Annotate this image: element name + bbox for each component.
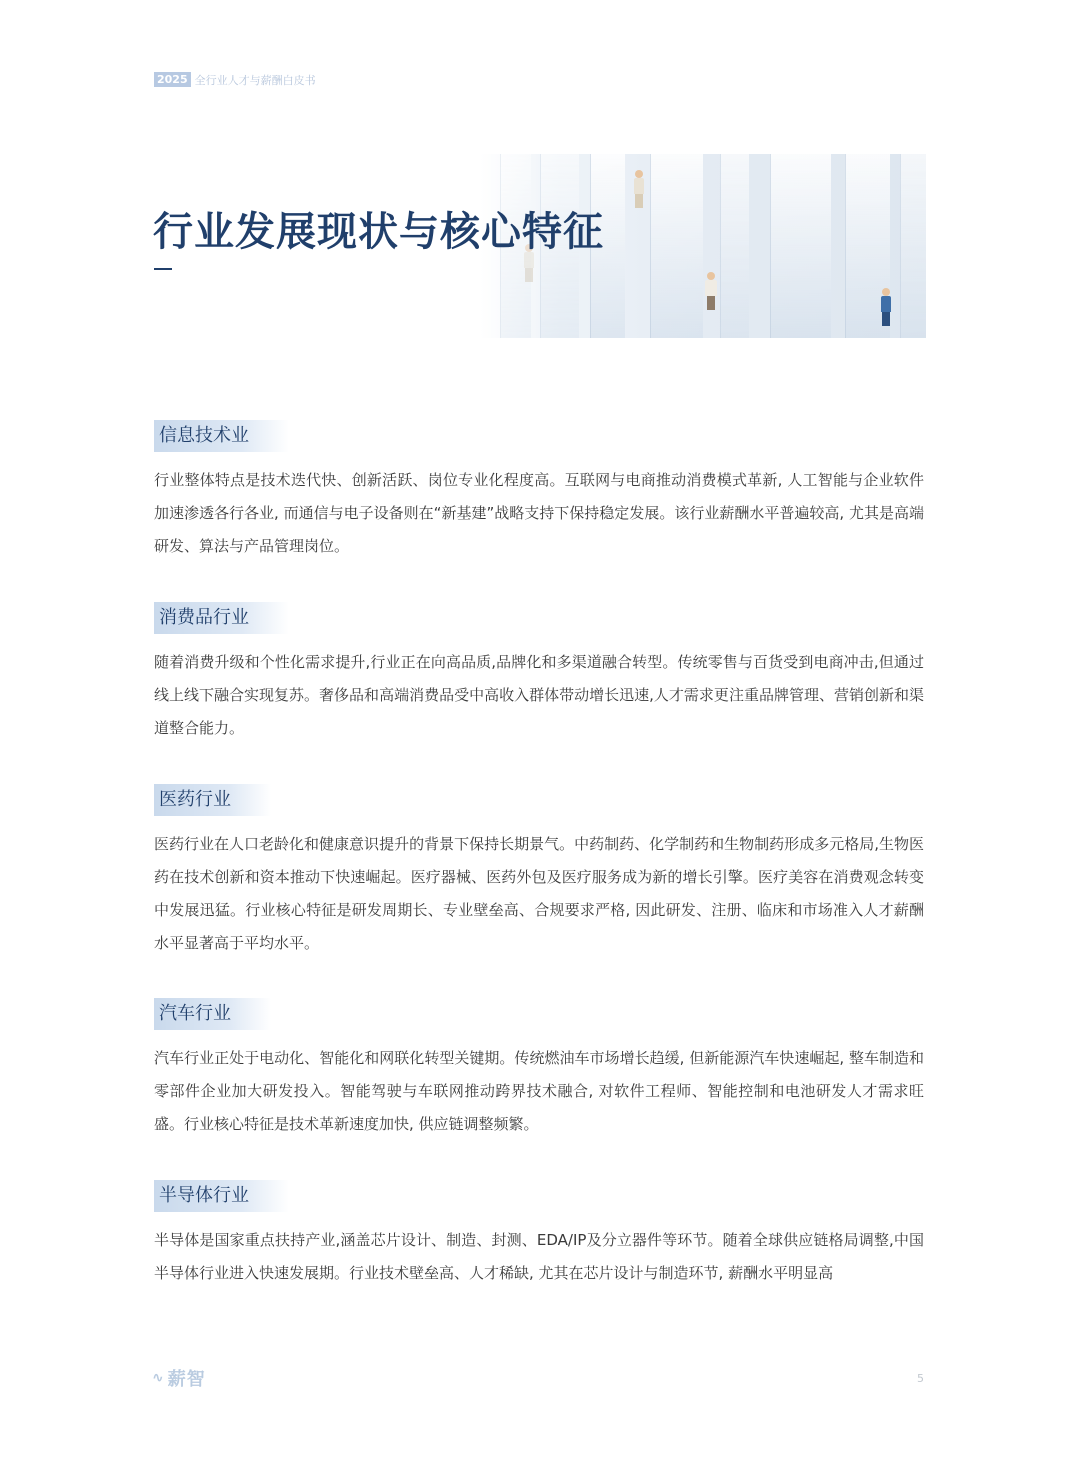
figure-person	[705, 272, 717, 310]
logo-mark-icon: ∿	[152, 1370, 164, 1386]
section-pharma	[154, 784, 924, 960]
section-consumer-goods	[154, 602, 924, 745]
section-text: 汽车行业正处于电动化、智能化和网联化转型关键期。传统燃油车市场增长趋缓, 但新能源汽车快速崛起, 整车制造和零部件企业加大研发投入。智能驾驶与车联网推动跨界技术融合, 对软件工程师、智能控制和电池研发人才需求旺盛。行业核心特征是技术革新速度加快, 供应链调整频繁。	[154, 1049, 924, 1133]
section-it	[154, 420, 924, 563]
section-heading: 医药行业	[154, 784, 271, 816]
section-heading: 信息技术业	[154, 420, 289, 452]
header-year: 2025	[154, 72, 191, 87]
page-number: 5	[917, 1372, 924, 1385]
section-automotive	[154, 998, 924, 1141]
section-text: 医药行业在人口老龄化和健康意识提升的背景下保持长期景气。中药制药、化学制药和生物制药形成多元格局,生物医药在技术创新和资本推动下快速崛起。医疗器械、医药外包及医疗服务成为新的增长引擎。医疗美容在消费观念转变中发展迅猛。行业核心特征是研发周期长、专业壁垒高、合规要求严格, 因此研发、注册、临床和市场准入人才薪酬水平显著高于平均水平。	[154, 835, 924, 952]
header-tag	[154, 72, 316, 87]
section-semiconductor	[154, 1180, 924, 1290]
section-text: 随着消费升级和个性化需求提升,行业正在向高品质,品牌化和多渠道融合转型。传统零售与百货受到电商冲击,但通过线上线下融合实现复苏。奢侈品和高端消费品受中高收入群体带动增长迅速,人才需求更注重品牌管理、营销创新和渠道整合能力。	[154, 653, 924, 737]
title-divider	[154, 268, 172, 270]
section-text: 行业整体特点是技术迭代快、创新活跃、岗位专业化程度高。互联网与电商推动消费模式革新, 人工智能与企业软件加速渗透各行各业, 而通信与电子设备则在“新基建”战略支持下保持稳定发展。该行业薪酬水平普遍较高, 尤其是高端研发、算法与产品管理岗位。	[154, 471, 924, 555]
figure-person	[634, 170, 644, 208]
section-text: 半导体是国家重点扶持产业,涵盖芯片设计、制造、封测、EDA/IP及分立器件等环节。随着全球供应链格局调整,中国半导体行业进入快速发展期。行业技术壁垒高、人才稀缺, 尤其在芯片设计与制造环节, 薪酬水平明显高	[154, 1231, 924, 1282]
section-heading: 消费品行业	[154, 602, 289, 634]
section-heading: 半导体行业	[154, 1180, 289, 1212]
brand-logo	[152, 1365, 206, 1391]
section-heading: 汽车行业	[154, 998, 271, 1030]
page-title: 行业发展现状与核心特征	[153, 208, 604, 255]
header-title: 全行业人才与薪酬白皮书	[194, 73, 316, 87]
figure-person	[881, 288, 891, 326]
logo-text: 薪智	[167, 1369, 206, 1390]
